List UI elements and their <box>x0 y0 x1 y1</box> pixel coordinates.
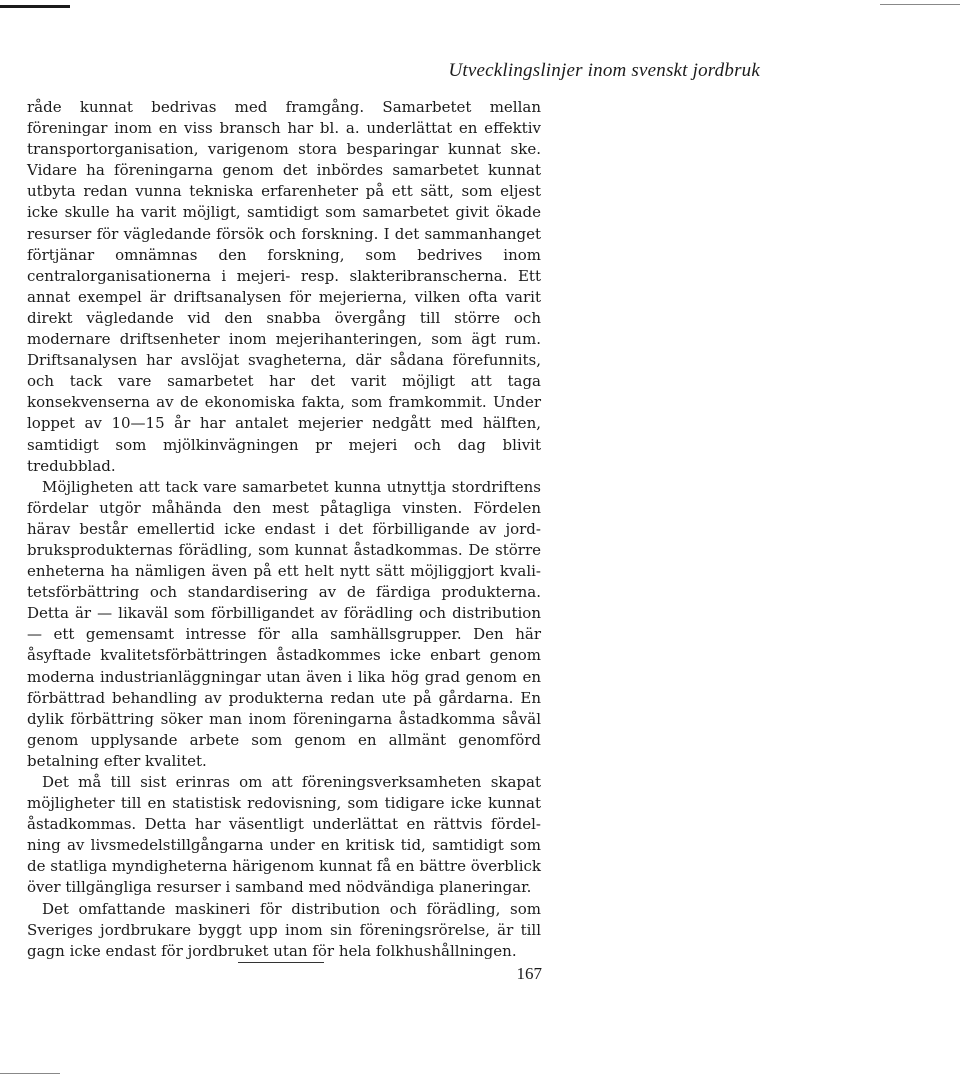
body-text <box>27 97 541 962</box>
paragraph-maskineri: Det omfattande maskineri för distribution och förädling, som Sveriges jordbrukare byggt upp inom sin föreningsrörelse, är till gagn icke endast för jordbruket utan för hela folkhushållningen. <box>27 899 541 960</box>
footer-rule <box>238 962 324 963</box>
page-number: 167 <box>516 964 542 983</box>
paragraph-stordrift: Möjligheten att tack vare samarbetet kunna utnyttja stordriftens fördelar utgör måhända den mest påtagliga vinsten. Fördelen härav består emellertid icke endast i det förbilligande av jordbruksprodukternas förädling, som kunnat åstadkommas. De större enheterna ha nämligen även på ett helt nytt sätt möjliggjort kvalitetsförbättring och standardisering av de färdiga produkterna. Detta är — likaväl som förbilligandet av förädling och distribution — ett gemensamt intresse för alla samhällsgrupper. Den här åsyftade kvalitetsförbättringen åstadkommes icke enbart genom moderna industrianläggningar utan även i lika hög grad genom en förbättrad behandling av produkterna redan ute på gårdarna. En dylik förbättring söker man inom föreningarna åstadkomma såväl genom upplysande arbete som genom en allmänt genomförd betalning efter kvalitet. <box>27 477 541 770</box>
running-header: Utvecklingslinjer inom svenskt jordbruk <box>448 60 760 81</box>
scan-edge-mark <box>880 4 960 5</box>
paragraph-statistik: Det må till sist erinras om att föreningsverksamheten skapat möjligheter till en statistisk redovisning, som tidigare icke kunnat åstadkommas. Detta har väsentligt underlättat en rättvis fördelning av livsmedelstillgångarna under en kritisk tid, samtidigt som de statliga myndigheterna härigenom kunnat få en bättre överblick över tillgängliga resurser i samband med nödvändiga planeringar. <box>27 773 541 897</box>
scan-edge-mark <box>0 5 70 8</box>
scan-edge-mark <box>0 1073 60 1074</box>
paragraph-continuation: råde kunnat bedrivas med framgång. Samarbetet mellan föreningar inom en viss bransch har bl. a. underlättat en effektiv transportorganisation, varigenom stora besparingar kunnat ske. Vidare ha föreningarna genom det inbördes samarbetet kunnat utbyta redan vunna tekniska erfarenheter på ett sätt, som eljest icke skulle ha varit möjligt, samtidigt som samarbetet givit ökade resurser för vägledande försök och forskning. I det sammanhanget förtjänar omnämnas den forskning, som bedrives inom centralorganisationerna i mejeri- resp. slakteribranscherna. Ett annat exempel är driftsanalysen för mejerierna, vilken ofta varit direkt vägledande vid den snabba övergång till större och modernare driftsenheter inom mejerihanteringen, som ägt rum. Driftsanalysen har avslöjat svagheterna, där sådana förefunnits, och tack vare samarbetet har det varit möjligt att taga konsekvenserna av de ekonomiska fakta, som framkommit. Under loppet av 10—15 år har antalet mejerier nedgått med hälften, samtidigt som mjölkinvägningen pr mejeri och dag blivit tredubblad. <box>27 98 541 475</box>
